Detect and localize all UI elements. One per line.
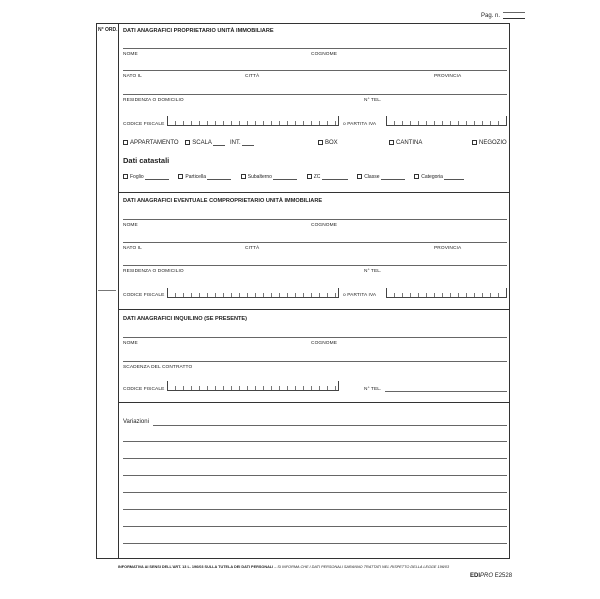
variations-line-6[interactable] [123,509,507,510]
tenant-phone-line[interactable] [385,391,507,392]
residence-line[interactable] [123,94,507,95]
privacy-notice [118,565,449,569]
category-checkbox[interactable] [414,174,419,179]
tax-code-boxes[interactable] [167,116,339,126]
name-line[interactable] [123,48,507,49]
page-number-label: Pag. n. [481,13,501,19]
stair-checkbox[interactable] [185,140,190,145]
tax-code-label: CODICE FISCALE [123,122,165,127]
subordinate-label: Subalterno [247,174,272,180]
coowner-province-label: PROVINCIA [434,246,462,251]
subordinate-blank[interactable] [273,174,297,180]
tenant-name-label: NOME [123,341,138,346]
coowner-city-label: CITTÀ [245,246,260,251]
coowner-surname-label: COGNOME [311,223,338,228]
residence-label: RESIDENZA O DOMICILIO [123,98,184,103]
variations-line-4[interactable] [123,475,507,476]
coowner-vat-label: o PARTITA IVA [343,293,377,298]
class-checkbox[interactable] [357,174,362,179]
order-column-divider [118,23,119,559]
privacy-notice-title: INFORMATIVA AI SENSI DELL'ART. 13 L. 196/03 SULLA TUTELA DEI DATI PERSONALI [118,565,274,569]
section-tenant-title: DATI ANAGRAFICI INQUILINO (SE PRESENTE) [123,316,247,322]
tenant-name-line[interactable] [123,337,507,338]
shop-label: NEGOZIO [479,140,507,147]
subordinate-checkbox[interactable] [241,174,246,179]
coowner-tax-code-boxes[interactable] [167,288,339,298]
phone-label: N° TEL. [364,98,382,103]
tenant-surname-label: COGNOME [311,341,338,346]
int-label: INT. [229,140,241,147]
publisher-logo-bold: EDI [470,573,481,579]
cadastral-data-title: Dati catastali [123,156,170,165]
name-label: NOME [123,52,138,57]
variations-line-2[interactable] [123,441,507,442]
category-blank[interactable] [444,174,464,180]
page-number-field [481,12,525,19]
shop-checkbox[interactable] [472,140,477,145]
sheet-checkbox[interactable] [123,174,128,179]
variations-line-3[interactable] [123,458,507,459]
parcel-label: Particella [185,174,206,180]
tenant-tax-code-boxes[interactable] [167,381,339,391]
apartment-checkbox[interactable] [123,140,128,145]
coowner-vat-boxes[interactable] [386,288,507,298]
contract-expiry-line[interactable] [123,361,507,362]
cadastral-row [123,174,464,180]
zc-blank[interactable] [322,174,348,180]
cellar-label: CANTINA [396,140,423,147]
category-label: Categoria [421,174,443,180]
coowner-birth-line[interactable] [123,242,507,243]
cellar-option [389,140,422,146]
birth-date-label: NATO IL [123,74,142,79]
apartment-label: APPARTAMENTO [130,140,179,147]
coowner-phone-label: N° TEL. [364,269,382,274]
variations-line-5[interactable] [123,492,507,493]
vat-label: o PARTITA IVA [343,122,377,127]
coowner-tax-code-label: CODICE FISCALE [123,293,165,298]
box-checkbox[interactable] [318,140,323,145]
section-divider-3 [118,402,510,403]
stair-label: SCALA [192,140,212,147]
stair-blank[interactable] [213,140,225,146]
shop-option [472,140,507,146]
box-option [318,140,338,146]
int-blank[interactable] [242,140,254,146]
variations-label: Variazioni [123,419,149,425]
publisher-logo-rest: PRO [480,573,494,579]
contract-expiry-label: SCADENZA DEL CONTRATTO [123,365,193,370]
sheet-blank[interactable] [145,174,169,180]
page-number-blank[interactable] [503,12,525,19]
coowner-name-label: NOME [123,223,138,228]
privacy-notice-text: – SI INFORMA CHE I DATI PERSONALI SARANNO TRATTATI NEL RISPETTO DELLA LEGGE 196/03 [273,565,450,569]
zc-checkbox[interactable] [307,174,312,179]
section-divider-1 [118,192,510,193]
coowner-residence-line[interactable] [123,265,507,266]
section-divider-2 [118,309,510,310]
order-column-mark [98,290,116,291]
city-label: CITTÀ [245,74,260,79]
coowner-name-line[interactable] [123,219,507,220]
box-label: BOX [325,140,338,147]
property-type-row [123,140,254,146]
order-number-header: N° ORD. [98,27,118,33]
variations-line-7[interactable] [123,526,507,527]
class-label: Classe [364,174,380,180]
variations-line-8[interactable] [123,543,507,544]
form-code: E2528 [494,573,513,579]
vat-boxes[interactable] [386,116,507,126]
tenant-tax-code-label: CODICE FISCALE [123,387,165,392]
province-label: PROVINCIA [434,74,462,79]
parcel-checkbox[interactable] [178,174,183,179]
sheet-label: Foglio [130,174,144,180]
section-coowner-title: DATI ANAGRAFICI EVENTUALE COMPROPRIETARIO UNITÀ IMMOBILIARE [123,198,323,204]
zc-label: ZC [313,174,321,180]
birth-line[interactable] [123,70,507,71]
coowner-birth-date-label: NATO IL [123,246,142,251]
section-owner-title: DATI ANAGRAFICI PROPRIETARIO UNITÀ IMMOBILIARE [123,28,274,34]
cellar-checkbox[interactable] [389,140,394,145]
variations-line-1[interactable] [153,425,507,426]
tenant-phone-label: N° TEL. [364,387,382,392]
parcel-blank[interactable] [207,174,231,180]
publisher-mark [470,573,512,579]
class-blank[interactable] [381,174,405,180]
coowner-residence-label: RESIDENZA O DOMICILIO [123,269,184,274]
surname-label: COGNOME [311,52,338,57]
